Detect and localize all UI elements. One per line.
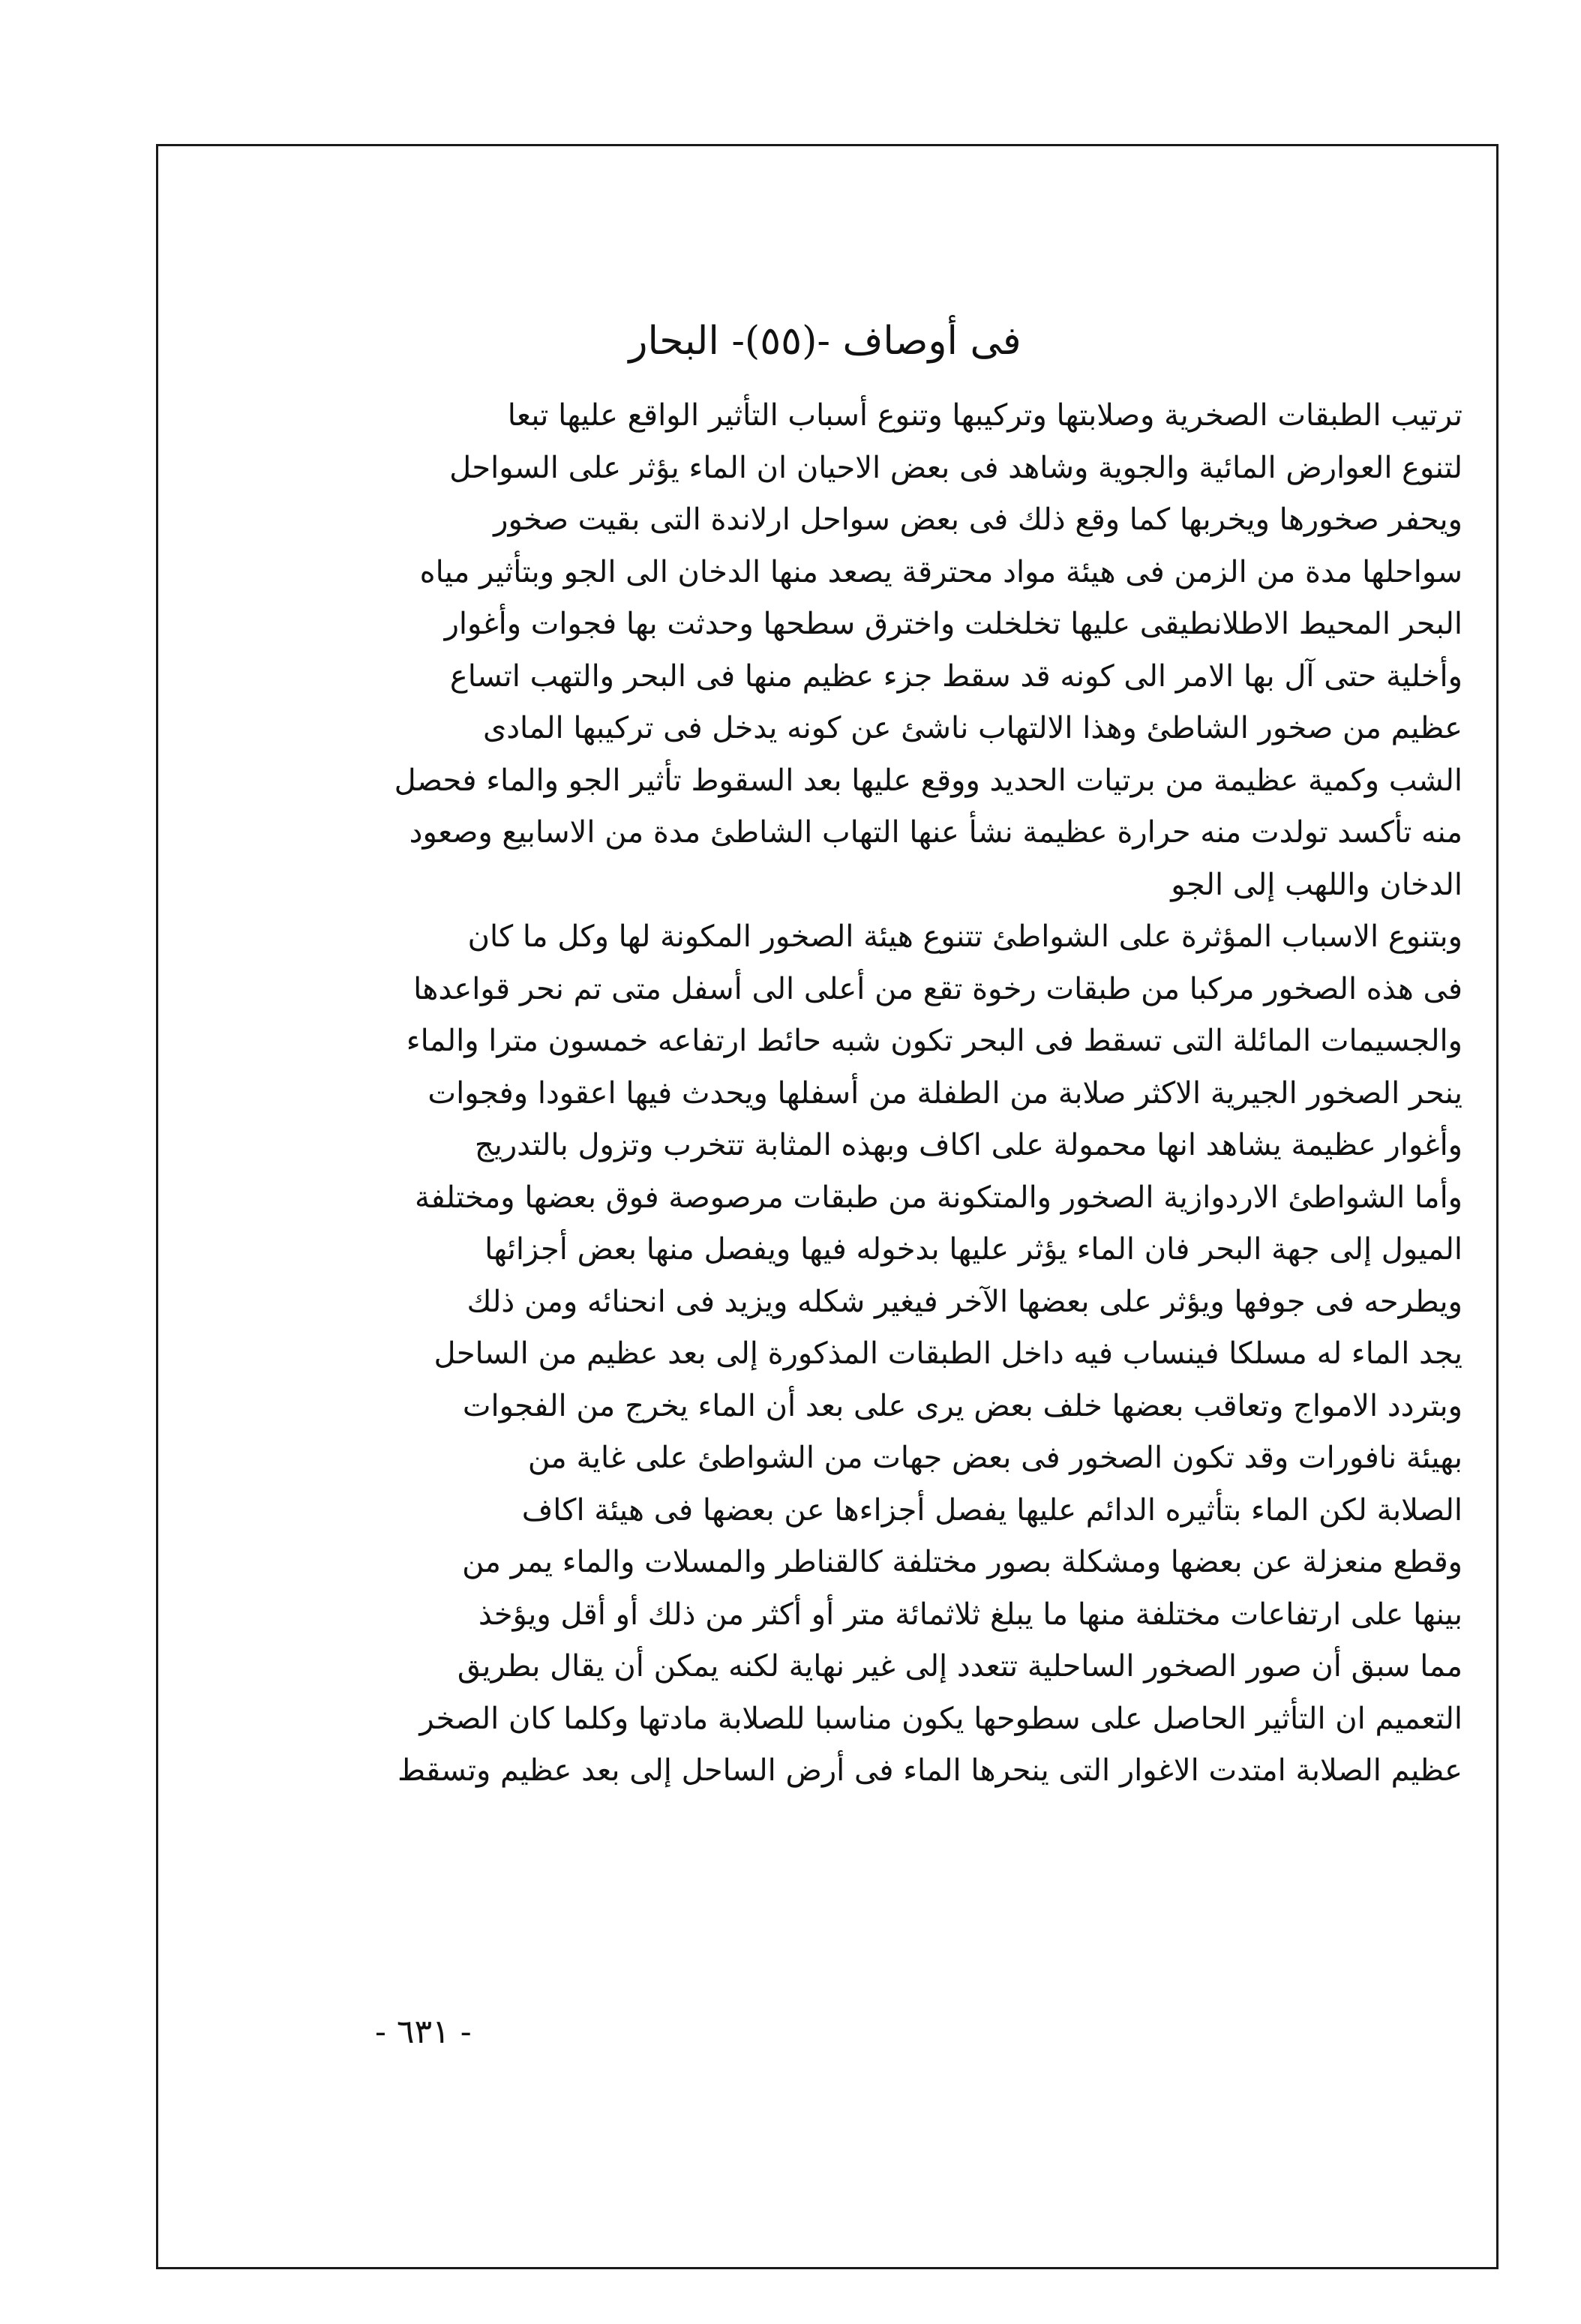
text-line: الدخان واللهب إلى الجو [1171, 867, 1462, 902]
text-line: مما سبق أن صور الصخور الساحلية تتعدد إلى غير نهاية لكنه يمكن أن يقال بطريق [457, 1649, 1462, 1684]
text-line: وأما الشواطئ الاردوازية الصخور والمتكونة من طبقات مرصوصة فوق بعضها ومختلفة [415, 1180, 1462, 1215]
text-line: بهيئة نافورات وقد تكون الصخور فى بعض جهات من الشواطئ على غاية من [527, 1441, 1462, 1475]
text-line: والجسيمات المائلة التى تسقط فى البحر تكون شبه حائط ارتفاعه خمسون مترا والماء [406, 1024, 1462, 1058]
text-line: وأغوار عظيمة يشاهد انها محمولة على اكاف وبهذه المثابة تتخرب وتزول بالتدريج [474, 1128, 1462, 1162]
text-line: الشب وكمية عظيمة من برتيات الحديد ووقع عليها بعد السقوط تأثير الجو والماء فحصل [394, 763, 1462, 798]
body-text [345, 390, 1462, 1798]
text-line: يجد الماء له مسلكا فينساب فيه داخل الطبقات المذكورة إلى بعد عظيم من الساحل [434, 1336, 1462, 1371]
text-line: ترتيب الطبقات الصخرية وصلابتها وتركيبها وتنوع أسباب التأثير الواقع عليها تبعا [507, 398, 1462, 433]
text-line: عظيم من صخور الشاطئ وهذا الالتهاب ناشئ عن كونه يدخل فى تركيبها المادى [482, 711, 1462, 745]
text-line: سواحلها مدة من الزمن فى هيئة مواد محترقة يصعد منها الدخان الى الجو وبتأثير مياه [419, 554, 1462, 589]
text-line: ويطرحه فى جوفها ويؤثر على بعضها الآخر فيغير شكله ويزيد فى انحنائه ومن ذلك [466, 1284, 1462, 1319]
text-line: وأخلية حتى آل بها الامر الى كونه قد سقط جزء عظيم منها فى البحر والتهب اتساع [449, 658, 1462, 694]
text-line: منه تأكسد تولدت منه حرارة عظيمة نشأ عنها التهاب الشاطئ مدة من الاسابيع وصعود [409, 815, 1462, 850]
text-line: الصلابة لكن الماء بتأثيره الدائم عليها يفصل أجزاءها عن بعضها فى هيئة اكاف [521, 1492, 1462, 1528]
text-line: عظيم الصلابة امتدت الاغوار التى ينحرها الماء فى أرض الساحل إلى بعد عظيم وتسقط [397, 1753, 1462, 1788]
page-header: فى أوصاف -(٥٥)- البحار [628, 319, 1022, 364]
text-line: وبتنوع الاسباب المؤثرة على الشواطئ تتنوع هيئة الصخور المكونة لها وكل ما كان [467, 919, 1462, 954]
text-line: التعميم ان التأثير الحاصل على سطوحها يكون مناسبا للصلابة مادتها وكلما كان الصخر [419, 1701, 1462, 1736]
text-line: وبتردد الامواج وتعاقب بعضها خلف بعض يرى على بعد أن الماء يخرج من الفجوات [462, 1388, 1462, 1423]
text-line: الميول إلى جهة البحر فان الماء يؤثر عليها بدخوله فيها ويفصل منها بعض أجزائها [484, 1232, 1462, 1267]
page-number: - ٦٣١ - [375, 2013, 472, 2051]
text-line: بينها على ارتفاعات مختلفة منها ما يبلغ ثلاثمائة متر أو أكثر من ذلك أو أقل ويؤخذ [478, 1597, 1462, 1632]
text-line: ينحر الصخور الجيرية الاكثر صلابة من الطفلة من أسفلها ويحدث فيها اعقودا وفجوات [428, 1075, 1462, 1111]
text-line: البحر المحيط الاطلانطيقى عليها تخلخلت واخترق سطحها وحدثت بها فجوات وأغوار [444, 607, 1462, 641]
text-line: وقطع منعزلة عن بعضها ومشكلة بصور مختلفة كالقناطر والمسلات والماء يمر من [462, 1545, 1462, 1579]
text-line: ويحفر صخورها ويخربها كما وقع ذلك فى بعض سواحل ارلاندة التى بقيت صخور [494, 502, 1462, 537]
text-line: لتنوع العوارض المائية والجوية وشاهد فى بعض الاحيان ان الماء يؤثر على السواحل [449, 450, 1462, 485]
text-line: فى هذه الصخور مركبا من طبقات رخوة تقع من أعلى الى أسفل متى تم نحر قواعدها [413, 971, 1462, 1006]
